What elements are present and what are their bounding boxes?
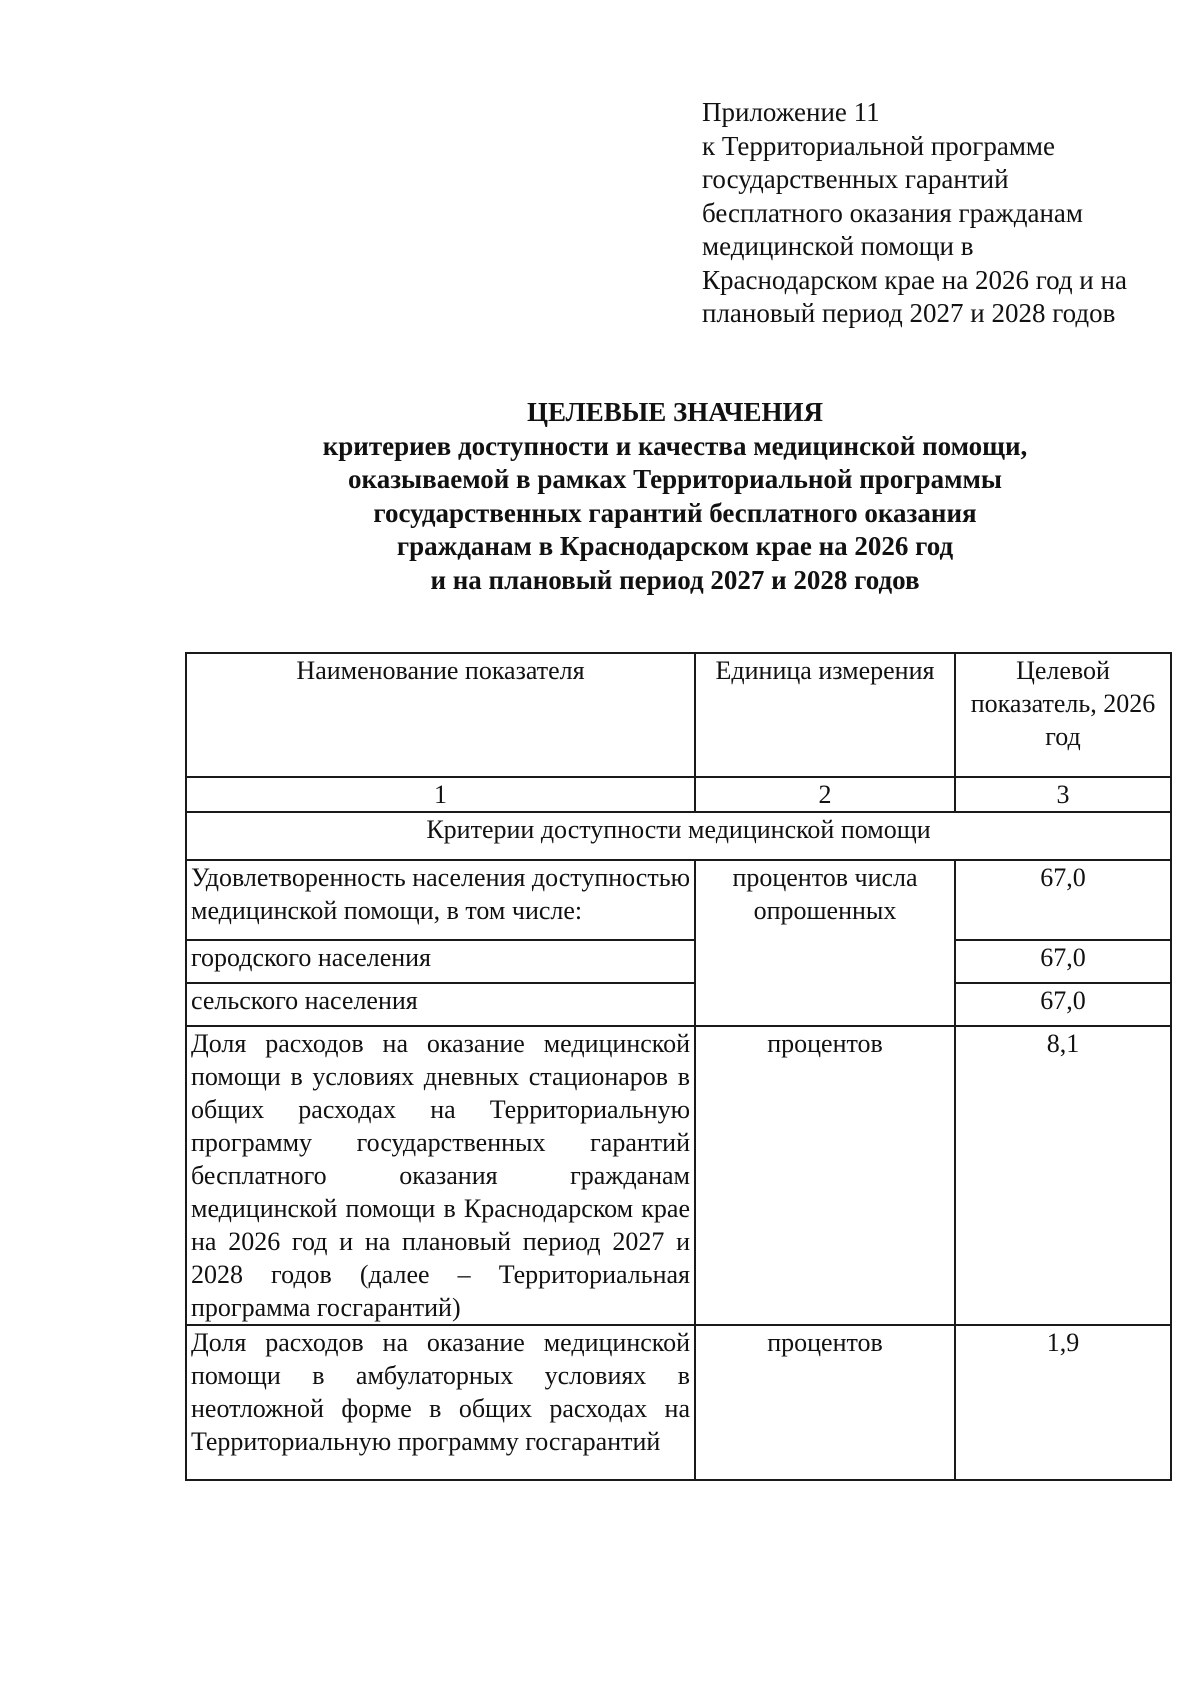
row-name: сельского населения [186, 983, 695, 1026]
title-line: критериев доступности и качества медицинской помощи, [322, 430, 1028, 461]
column-number-row [186, 777, 1171, 812]
row-value: 67,0 [955, 983, 1171, 1026]
appendix-line: плановый период 2027 и 2028 годов [702, 298, 1116, 328]
title-line: и на плановый период 2027 и 2028 годов [430, 564, 920, 595]
appendix-line: медицинской помощи в [702, 231, 974, 261]
criteria-table [185, 652, 1172, 1481]
row-value: 67,0 [955, 940, 1171, 983]
appendix-line: бесплатного оказания гражданам [702, 197, 1083, 228]
row-value: 8,1 [955, 1026, 1171, 1325]
section-row [186, 812, 1171, 860]
row-unit: процентов числа опрошенных [695, 860, 955, 1026]
appendix-block [702, 96, 1172, 331]
header-unit: Единица измерения [695, 653, 955, 777]
row-value: 1,9 [955, 1325, 1171, 1480]
table-row [186, 860, 1171, 940]
appendix-line: Краснодарском крае на 2026 год и на [702, 264, 1127, 295]
appendix-line: к Территориальной программе [702, 130, 1055, 161]
row-name: Доля расходов на оказание медицинской помощи в условиях дневных стационаров в общих расходах на Территориальную программу государственных гарантий бесплатного оказания гражданам медицинской помощи в Краснодарском крае на 2026 год и на плановый период 2027 и 2028 годов (далее – Территориальная программа госгарантий) [186, 1026, 695, 1325]
appendix-line: государственных гарантий [702, 164, 1009, 194]
title-line: государственных гарантий бесплатного оказания [373, 497, 977, 528]
table-row [186, 1026, 1171, 1325]
header-target: Целевой показатель, 2026 год [955, 653, 1171, 777]
section-title: Критерии доступности медицинской помощи [186, 812, 1171, 860]
document-title [180, 396, 1170, 597]
table-row [186, 940, 1171, 983]
column-number: 3 [955, 777, 1171, 812]
header-name: Наименование показателя [186, 653, 695, 777]
table-row [186, 1325, 1171, 1480]
column-number: 2 [695, 777, 955, 812]
row-value: 67,0 [955, 860, 1171, 940]
title-line: ЦЕЛЕВЫЕ ЗНАЧЕНИЯ [526, 397, 824, 427]
row-unit: процентов [695, 1325, 955, 1480]
table-row [186, 983, 1171, 1026]
title-line: гражданам в Краснодарском крае на 2026 год [396, 531, 954, 561]
column-number: 1 [186, 777, 695, 812]
row-unit: процентов [695, 1026, 955, 1325]
title-line: оказываемой в рамках Территориальной программы [348, 464, 1002, 494]
row-name: Доля расходов на оказание медицинской помощи в амбулаторных условиях в неотложной форме в общих расходах на Территориальную программу госгарантий [186, 1325, 695, 1480]
appendix-line: Приложение 11 [702, 97, 880, 127]
table-header-row [186, 653, 1171, 777]
row-name: городского населения [186, 940, 695, 983]
row-name: Удовлетворенность населения доступностью медицинской помощи, в том числе: [186, 860, 695, 940]
